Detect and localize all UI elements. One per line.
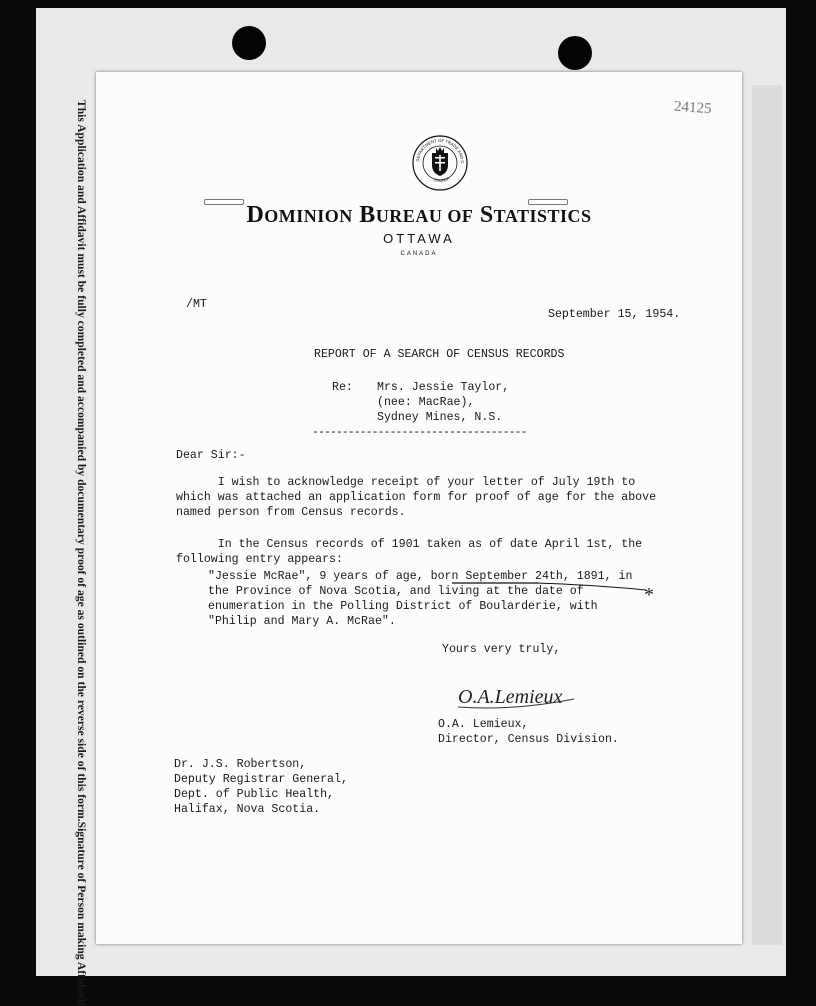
affidavit-side-instructions [72, 100, 88, 1006]
signature-mark [454, 681, 584, 718]
letter-subject: REPORT OF A SEARCH OF CENSUS RECORDS [314, 348, 565, 361]
para2-line1: In the Census records of 1901 taken as of date April 1st, the [176, 538, 643, 551]
recipient-line4: Halifax, Nova Scotia. [174, 803, 321, 816]
seal-arc-text: DEPARTMENT OF TRADE AND C [415, 137, 466, 164]
affidavit-signature-label: Signature of Person making Affidavit [75, 821, 88, 1006]
affidavit-instruction-text: This Application and Affidavit must be fully completed and accompanied by documentary proof of age as outlined on the reverse side of this form. [75, 100, 88, 822]
seal-country-text: CANADA [432, 175, 451, 184]
recipient-line2: Deputy Registrar General, [174, 773, 348, 786]
letterhead-city: OTTAWA [383, 231, 455, 246]
recipient-line3: Dept. of Public Health, [174, 788, 335, 801]
reference-initials: /MT [186, 298, 207, 311]
file-number: 24125 [673, 98, 713, 118]
census-entry-line1: "Jessie McRae", 9 years of age, born September 24th, 1891, in [208, 570, 633, 583]
re-line-address: Sydney Mines, N.S. [377, 411, 503, 424]
census-report-letter [96, 72, 742, 944]
signature-text: O.A.Lemieux [458, 686, 563, 708]
census-entry-line4: "Philip and Mary A. McRae". [208, 615, 396, 628]
re-line-maiden: (nee: MacRae), [377, 396, 475, 409]
letter-date: September 15, 1954. [548, 308, 681, 321]
signer-title: Director, Census Division. [438, 733, 619, 746]
re-line-name: Mrs. Jessie Taylor, [377, 381, 510, 394]
re-label: Re: [332, 381, 353, 394]
para1-line1: I wish to acknowledge receipt of your letter of July 19th to [176, 476, 636, 489]
signer-name: O.A. Lemieux, [438, 718, 529, 731]
para1-line2: which was attached an application form for proof of age for the above [176, 491, 657, 504]
bureau-name-heading: DOMINION BUREAU OF STATISTICS [246, 202, 592, 228]
subject-divider: ------------------------------------ [312, 426, 527, 439]
letterhead-country: CANADA [400, 251, 438, 257]
closing: Yours very truly, [442, 643, 561, 656]
punch-hole-left [232, 26, 266, 60]
salutation: Dear Sir:- [176, 449, 246, 462]
recipient-line1: Dr. J.S. Robertson, [174, 758, 307, 771]
census-entry-line2: the Province of Nova Scotia, and living at the date of [208, 585, 584, 598]
para2-line2: following entry appears: [176, 553, 343, 566]
census-entry-line3: enumeration in the Polling District of Boularderie, with [208, 600, 598, 613]
punch-hole-right [558, 36, 592, 70]
asterisk-mark: * [644, 584, 654, 606]
underlying-certificate-edge [752, 85, 782, 945]
para1-line3: named person from Census records. [176, 506, 406, 519]
